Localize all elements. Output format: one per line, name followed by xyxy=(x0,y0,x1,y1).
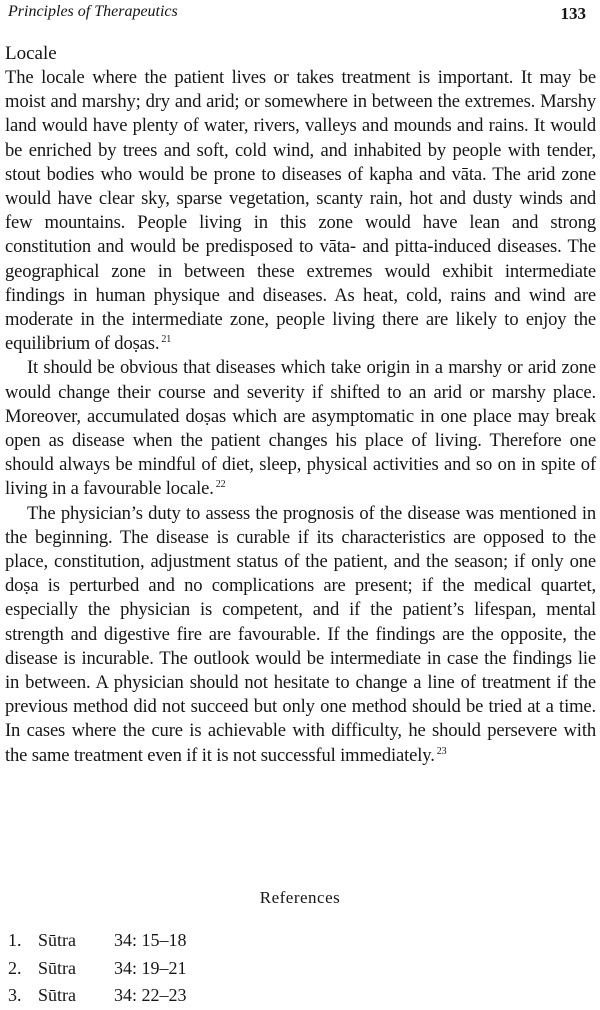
reference-number: 2. xyxy=(8,957,22,978)
reference-location: 34: 15–18 xyxy=(114,930,187,950)
paragraph-2-text: It should be obvious that diseases which take origin in a marshy or arid zone would change their course and severity if shifted to an arid or marshy place. Moreover, accumulated doṣas which are asymptomatic in one place may break open as disease when the patient changes his place of living. Therefore one should always be mindful of diet, sleep, physical activities and so on in spite of living in a favourable locale. xyxy=(5,357,596,500)
reference-number: 3. xyxy=(8,985,22,1005)
paragraph-1 xyxy=(5,66,596,356)
paragraph-3-text: The physician’s duty to assess the prognosis of the disease was mentioned in the beginning. The disease is curable if its characteristics are opposed to the place, constitution, adjustment status of the patient, and the season; if only one doṣa is perturbed and no complications are present; if the medical quartet, especially the physician is competent, and if the patient’s lifespan, mental strength and digestive fire are favourable. If the findings are the opposite, the disease is incurable. The outlook would be intermediate in case the findings lie in between. A physician should not hesitate to change a line of treatment if the previous method did not succeed but only one method should be tried at a time. In cases where the cure is achievable with difficulty, he should persevere with the same treatment even if it is not successful immediately. xyxy=(5,502,596,766)
footnote-marker-23: 23 xyxy=(436,745,447,757)
reference-source: Sūtra xyxy=(38,930,76,950)
running-header-title: Principles of Therapeutics xyxy=(8,3,178,20)
reference-number: 1. xyxy=(8,930,22,950)
references-list xyxy=(8,927,408,1010)
reference-item xyxy=(8,982,408,1010)
footnote-marker-22: 22 xyxy=(215,479,226,491)
paragraph-3 xyxy=(5,502,596,768)
paragraph-1-text: The locale where the patient lives or takes treatment is important. It may be moist and marshy; dry and arid; or somewhere in between the extremes. Marshy land would have plenty of water, rivers, valleys and mounds and rains. It would be enriched by trees and soft, cold wind, and inhabited by people with tender, stout bodies who would be prone to diseases of kapha and vāta. The arid zone would have clear sky, sparse vegetation, scanty rain, hot and dusty winds and few mountains. People living in this zone would have lean and strong constitution and would be predisposed to vāta- and pitta-induced diseases. The geographical zone in between these extremes would exhibit intermediate findings in human physique and diseases. As heat, cold, rains and wind are moderate in the intermediate zone, people living there are likely to enjoy the equilibrium of doṣas. xyxy=(5,67,596,355)
footnote-marker-21: 21 xyxy=(161,334,172,346)
reference-location: 34: 22–23 xyxy=(114,985,187,1005)
reference-item xyxy=(8,927,408,955)
page-number: 133 xyxy=(560,4,586,23)
paragraph-2 xyxy=(5,356,596,501)
reference-source: Sūtra xyxy=(38,985,76,1005)
section-body xyxy=(5,42,596,768)
references-heading: References xyxy=(259,888,341,907)
reference-location: 34: 19–21 xyxy=(114,957,187,978)
section-heading: Locale xyxy=(5,43,57,64)
reference-source: Sūtra xyxy=(38,957,76,978)
reference-item xyxy=(8,955,408,983)
